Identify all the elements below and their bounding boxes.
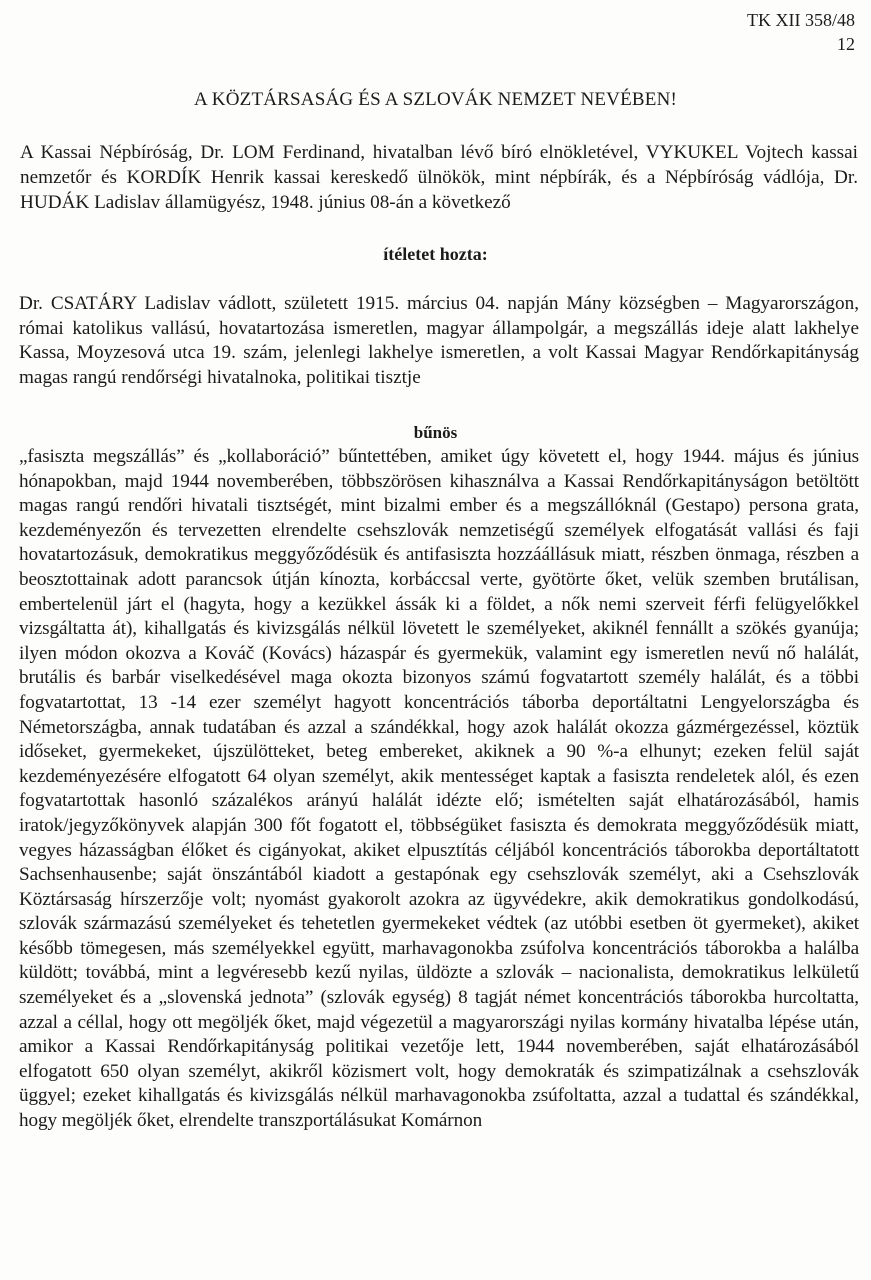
page-number: 12 [837,34,855,54]
verdict-heading: ítéletet hozta: [383,244,488,264]
document-heading: A KÖZTÁRSASÁG ÉS A SZLOVÁK NEMZET NEVÉBEN! [193,89,678,110]
defendant-paragraph: Dr. CSATÁRY Ladislav vádlott, született 1915. március 04. napján Mány községben – Magyarországon, római katolikus vallású, hovatartozása ismeretlen, magyar állampolgár, a megszállás ideje alatt lakhelye Kassa, Moyzesová utca 19. szám, jelenlegi lakhelye ismeretlen, a volt Kassai Magyar Rendőrkapitányság magas rangú rendőrségi hivatalnoka, politikai tisztje [19,293,859,388]
case-reference [747,8,855,56]
guilty-heading: bűnös [413,423,458,442]
charges-paragraph: „fasiszta megszállás” és „kollaboráció” bűntettében, amiket úgy követett el, hogy 1944. május és június hónapokban, majd 1944 novemberében, többszörösen kihasználva a Kassai Rendőrkapitányságon betöltött magas rangú rendőri hivatali tisztségét, mint bizalmi ember és a megszállóknál (Gestapo) persona grata, kezdeményezőn és tervezetten elrendelte csehszlovák nemzetiségű személyek elfogatását vallási és faji hovatartozásuk, demokratikus meggyőződésük és antifasiszta hozzáállásuk miatt, részben önmaga, részben a beosztottainak adott parancsok útján kínozta, korbáccsal verte, gyötörte őket, velük szemben brutálisan, embertelenül járt el (hagyta, hogy a kezükkel ássák ki a földet, a nők nemi szerveit férfi felügyelőkkel vizsgáltatta át), kihallgatás és kivizsgálás nélkül lövetett le személyeket, akiknél fennállt a szökés gyanúja; ilyen módon okozva a Kováč (Kovács) házaspár és gyermekük, valamint egy ismeretlen nevű nő halálát, brutális és barbár viselkedésével maga okozta bizonyos számú fogvatartott személy halálát, és a többi fogvatartottat, 13 -14 ezer személyt hagyott koncentrációs táborba deportáltatni Lengyelországba és Németországba, annak tudatában és azzal a szándékkal, hogy azok halálát okozza gázmérgezéssel, köztük időseket, gyermekeket, újszülötteket, beteg embereket, akiknek a 90 %-a elhunyt; ezeken felül saját kezdeményezésére elfogatott 64 olyan személyt, akik mentességet kaptak a fasiszta rendeletek alól, és ezen fogvatartottak hasonló százalékos arányú halálát idézte elő; ismételten saját elhatározásából, hamis iratok/jegyzőkönyvek alapján 300 főt fogatott el, többségüket fasiszta és demokrata meggyőződésük miatt, vegyes házasságban élőket és cigányokat, akiket elpusztítás céljából koncentrációs táborokba deportáltatott Sachsenhausenbe; saját önszántából kiadott a gestapónak egy csehszlovák személyt, aki a Csehszlovák Köztársaság hírszerzője volt; nyomást gyakorolt azokra az ügyvédekre, akik demokratikus gondolkodású, szlovák származású személyeket és tehetetlen gyermekeket védtek (az utóbbi esetben öt gyermeket), akiket később tömegesen, más személyekkel együtt, marhavagonokba zsúfolva koncentrációs táborokba a halálba küldött; továbbá, mint a legvéresebb kezű nyilas, üldözte a szlovák – nacionalista, demokratikus lelkületű személyeket és a „slovenská jednota” (szlovák egység) 8 tagját német koncentrációs táborokba hurcoltatta, azzal a céllal, hogy ott megöljék őket, majd végezetül a magyarországi nyilas kormány hivatalba lépése után, amikor a Kassai Rendőrkapitányság politikai vezetője lett, 1944 novemberében, saját elhatározásából elfogatott 650 olyan személyt, akikről közismert volt, hogy demokraták és szimpatizálnak a csehszlovák üggyel; ezeket kihallgatás és kivizsgálás nélkül marhavagonokba zsúfoltatta, azzal a tudattal és szándékkal, hogy megöljék őket, elrendelte transzportálásukat Komárnon [19,446,859,1132]
case-number: TK XII 358/48 [747,10,855,30]
intro-paragraph: A Kassai Népbíróság, Dr. LOM Ferdinand, hivatalban lévő bíró elnökletével, VYKUKEL Vojtech kassai nemzetőr és KORDÍK Henrik kassai kereskedő ülnökök, mint népbírák, és a Népbíróság vádlója, Dr. HUDÁK Ladislav államügyész, 1948. június 08-án a következő [20,142,858,213]
